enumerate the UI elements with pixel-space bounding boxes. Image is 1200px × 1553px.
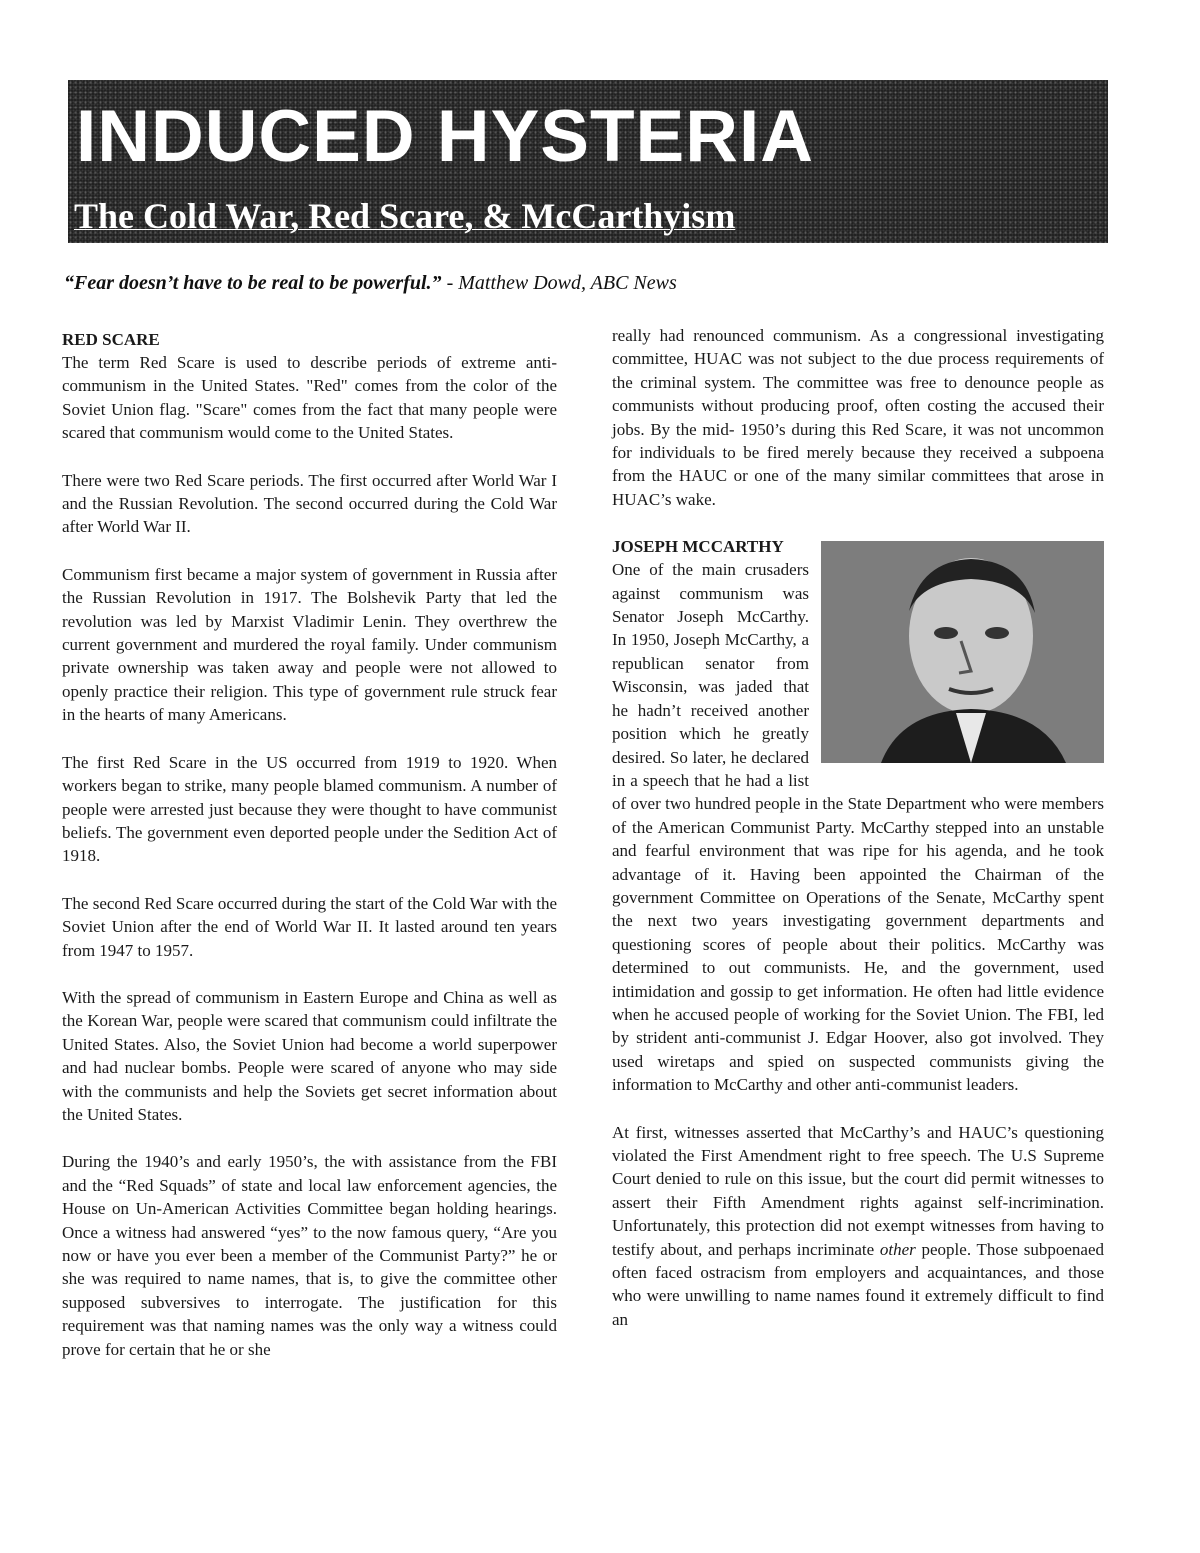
paragraph: The term Red Scare is used to describe periods of extreme anti-communism in the United States. "Red" comes from the color of the Soviet Union flag. "Scare" comes from the fact that many people were scared that communism would come to the United States. bbox=[62, 353, 557, 443]
portrait-photo-icon bbox=[821, 541, 1104, 763]
portrait-photo bbox=[821, 541, 1104, 763]
paragraph: really had renounced communism. As a congressional investigating committee, HUAC was not subject to the due process requirements of the criminal system. The committee was free to denounce people as communists without producing proof, often costing the accused their jobs. By the mid- 1950’s during this Red Scare, it was not uncommon for individuals to be fired merely because they received a subpoena from the HAUC or one of the many similar committees that arose in HUAC’s wake. bbox=[612, 326, 1104, 509]
title-banner bbox=[68, 80, 1108, 243]
page-title: INDUCED HYSTERIA bbox=[76, 96, 814, 177]
page-subtitle: The Cold War, Red Scare, & McCarthyism bbox=[74, 196, 736, 236]
paragraph: One of the main crusaders against communism was Senator Joseph McCarthy. In 1950, Joseph McCarthy, a republican senator from Wisconsin, was jaded that he hadn’t received another position which he greatly desired. So later, he declared in a speech that he had a list of over two hundred people in the State Department who were members of the American Communist Party. McCarthy stepped into an unstable and fearful environment that was ripe for his agenda, and he took advantage of it. Having been appointed the Chairman of the government Committee on Operations of the Senate, McCarthy spent the next two years investigating government departments and questioning scores of people about their politics. McCarthy was determined to out communists. He, and the government, used intimidation and gossip to get information. He often had little evidence when he accused people of working for the Soviet Union. The FBI, led by strident anti-communist J. Edgar Hoover, also got involved. They used wiretaps and spied on suspected communists giving the information to McCarthy and other anti-communist leaders. bbox=[612, 560, 1104, 1095]
epigraph-quote bbox=[64, 272, 824, 295]
left-column bbox=[62, 328, 557, 1385]
right-column bbox=[612, 324, 1104, 1355]
paragraph: With the spread of communism in Eastern Europe and China as well as the Korean War, people were scared that communism could infiltrate the United States. Also, the Soviet Union had become a world superpower and had nuclear bombs. People were scared of anyone who may side with the communists and help the Soviets get secret information about the United States. bbox=[62, 987, 557, 1124]
mccarthy-section bbox=[612, 535, 1104, 1096]
paragraph-text: people. Those subpoenaed often faced ostracism from employers and acquaintances, and those who were unwilling to name names found it extremely difficult to find an bbox=[612, 1239, 1104, 1329]
section-heading-red-scare: RED SCARE bbox=[62, 330, 160, 349]
paragraph-text: At first, witnesses asserted that McCarthy’s and HAUC’s questioning violated the First Amendment right to free speech. The U.S Supreme Court denied to rule on this issue, but the court did permit witnesses to assert their Fifth Amendment rights against self-incrimination. Unfortunately, this protection did not exempt witnesses from having to testify about, and perhaps incriminate bbox=[612, 1122, 1104, 1259]
paragraph: The second Red Scare occurred during the start of the Cold War with the Soviet Union after the end of World War II. It lasted around ten years from 1947 to 1957. bbox=[62, 893, 557, 960]
paragraph bbox=[612, 1121, 1104, 1332]
paragraph: The first Red Scare in the US occurred from 1919 to 1920. When workers began to strike, many people blamed communism. A number of people were arrested just because they were thought to have communist beliefs. The government even deported people under the Sedition Act of 1918. bbox=[62, 752, 557, 866]
paragraph: Communism first became a major system of government in Russia after the Russian Revolution in 1917. The Bolshevik Party that led the revolution was led by Marxist Vladimir Lenin. They overthrew the current government and murdered the royal family. Under communism private ownership was taken away and people were not allowed to openly practice their religion. This type of government rule struck fear in the hearts of many Americans. bbox=[62, 564, 557, 725]
quote-text: “Fear doesn’t have to be real to be powerful.” bbox=[64, 272, 442, 294]
quote-attribution: - Matthew Dowd, ABC News bbox=[441, 272, 677, 294]
emphasis-text: other bbox=[879, 1239, 916, 1259]
paragraph: During the 1940’s and early 1950’s, the with assistance from the FBI and the “Red Squads” of state and local law enforcement agencies, the House on Un-American Activities Committee began holding hearings. Once a witness had answered “yes” to the now famous query, “Are you now or have you ever been a member of the Communist Party?” he or she was required to name names, that is, to give the committee other supposed subversives to interrogate. The justification for this requirement was that naming names was the only way a witness could prove for certain that he or she bbox=[62, 1152, 557, 1359]
section-heading-mccarthy: JOSEPH MCCARTHY bbox=[612, 537, 784, 557]
paragraph: There were two Red Scare periods. The first occurred after World War I and the Russian Revolution. The second occurred during the Cold War after World War II. bbox=[62, 470, 557, 537]
